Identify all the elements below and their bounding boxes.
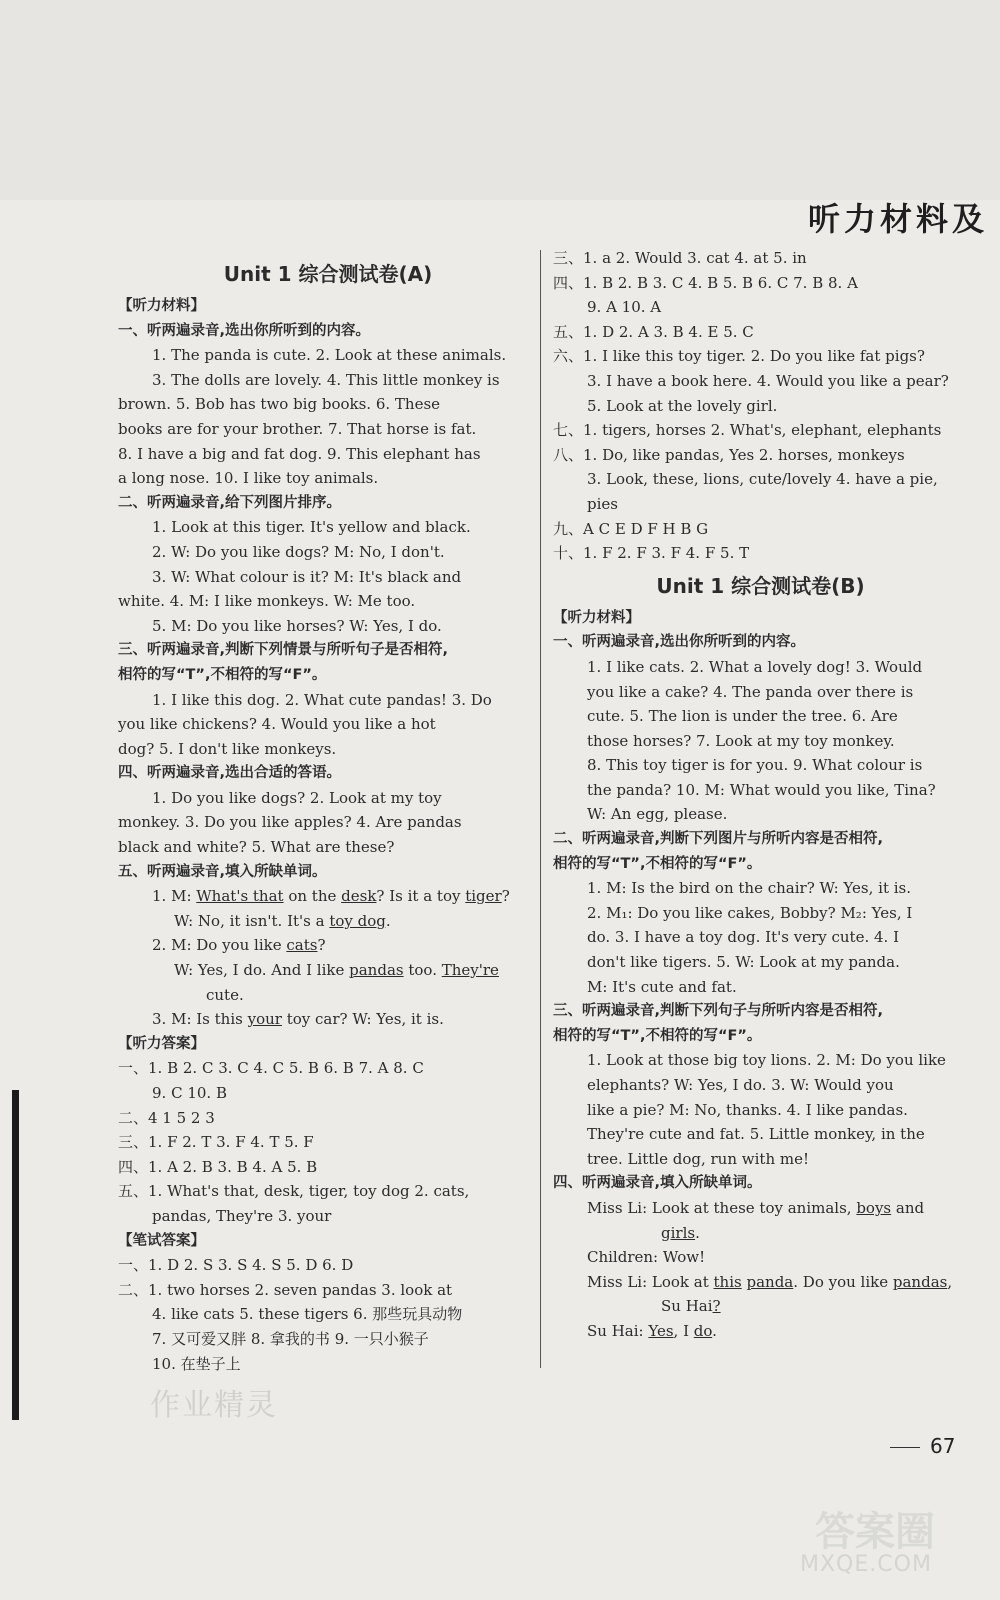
b-section-2-lines (553, 876, 968, 999)
dialogue-line (553, 1319, 968, 1344)
text-line: 8. This toy tiger is for you. 9. What colour is (587, 756, 923, 775)
answer-line: 六、1. I like this toy tiger. 2. Do you like fat pigs? (553, 347, 925, 366)
text-line: 1. M: Is the bird on the chair? W: Yes, it is. (587, 879, 912, 898)
section-4-heading: 四、听两遍录音,选出合适的答语。 (118, 765, 342, 782)
b-section-2-heading: 二、听两遍录音,判断下列图片与所听内容是否相符, (553, 831, 884, 848)
text: toy car? W: Yes, it is. (281, 1010, 444, 1029)
text-line: dog? 5. I don't like monkeys. (118, 739, 337, 758)
watermark-brand: 答案圈 (815, 1509, 935, 1555)
text: , (947, 1272, 953, 1291)
text-line: 1. Do you like dogs? 2. Look at my toy (152, 788, 442, 807)
text-line: books are for your brother. 7. That horse is fat. (118, 419, 477, 438)
text-line: 1. I like cats. 2. What a lovely dog! 3. Would (587, 657, 923, 676)
text-line: those horses? 7. Look at my toy monkey. (587, 731, 895, 750)
b-section-3-heading: 三、听两遍录音,判断下列句子与所听内容是否相符, (553, 1003, 884, 1020)
section-3-heading-cont: 相符的写“T”,不相符的写“F”。 (118, 666, 327, 683)
answer-line: 八、1. Do, like pandas, Yes 2. horses, monkeys (553, 445, 905, 464)
text-line: the panda? 10. M: What would you like, Tina? (587, 780, 936, 799)
text: W: Yes, I do. And I like (174, 961, 350, 980)
text: Miss Li: Look at these toy animals, (587, 1198, 857, 1217)
answer-line: 5. Look at the lovely girl. (587, 396, 778, 415)
text: Su Hai (661, 1297, 713, 1316)
text: ? Is it a toy (376, 887, 466, 906)
answer-line: 4. like cats 5. these tigers 6. 那些玩具动物 (152, 1305, 463, 1324)
unit-title-b: Unit 1 综合测试卷(B) (656, 573, 865, 598)
watermark-text: 作业精灵 (150, 1388, 278, 1423)
answer-line: 7. 又可爱又胖 8. 拿我的书 9. 一只小猴子 (152, 1329, 429, 1348)
text-line: 2. M₁: Do you like cakes, Bobby? M₂: Yes, I (587, 903, 913, 922)
text-line: 3. W: What colour is it? M: It's black and (152, 567, 462, 586)
filled-blank: Yes (648, 1321, 674, 1340)
dialogue-line (553, 1294, 968, 1319)
text-line: 8. I have a big and fat dog. 9. This elephant has (118, 444, 481, 463)
text: and (891, 1198, 925, 1217)
text: Su Hai: (587, 1321, 649, 1340)
dialogue-line (553, 1270, 968, 1295)
answer-line: 9. A 10. A (587, 298, 662, 317)
column-divider (540, 250, 541, 1368)
written-answers (118, 1253, 538, 1376)
answer-line: 四、1. B 2. B 3. C 4. B 5. B 6. C 7. B 8. A (553, 273, 858, 292)
text-line: 1. Look at this tiger. It's yellow and black. (152, 518, 471, 537)
text: W: No, it isn't. It's a (174, 911, 330, 930)
dialogue-line (553, 1221, 968, 1246)
filled-blank: panda (746, 1272, 794, 1291)
answer-line: 二、4 1 5 2 3 (118, 1108, 215, 1127)
section-1-heading: 一、听两遍录音,选出你所听到的内容。 (118, 322, 371, 339)
answer-line: 二、1. two horses 2. seven pandas 3. look at (118, 1280, 453, 1299)
filled-blank: tiger (465, 887, 502, 906)
unit-title-a: Unit 1 综合测试卷(A) (223, 262, 433, 286)
text: ? (501, 887, 510, 906)
b-section-4-lines (553, 1196, 968, 1344)
answer-line: 四、1. A 2. B 3. B 4. A 5. B (118, 1157, 318, 1176)
answer-line: 3. Look, these, lions, cute/lovely 4. have a pie, (587, 470, 938, 489)
dialogue-line (118, 1007, 538, 1032)
section-4-lines (118, 786, 538, 860)
page-number: 67 (930, 1434, 956, 1458)
text-line: M: It's cute and fat. (587, 977, 737, 996)
text-line: don't like tigers. 5. W: Look at my panda. (587, 953, 900, 972)
b-section-2-heading-cont: 相符的写“T”,不相符的写“F”。 (553, 855, 762, 872)
text-line: a long nose. 10. I like toy animals. (118, 469, 379, 488)
text-line: tree. Little dog, run with me! (587, 1149, 809, 1168)
section-2-heading: 二、听两遍录音,给下列图片排序。 (118, 494, 342, 511)
b-section-1-heading: 一、听两遍录音,选出你所听到的内容。 (553, 634, 806, 651)
text-line: you like a cake? 4. The panda over there is (587, 682, 914, 701)
filled-blank: What's that (196, 887, 284, 906)
text-line: 1. I like this dog. 2. What cute pandas! 3. Do (152, 690, 492, 709)
filled-blank: cats (286, 936, 318, 955)
text-line: W: An egg, please. (587, 805, 728, 824)
b-section-3-lines (553, 1048, 968, 1171)
listening-material-label: 【听力材料】 (118, 298, 205, 314)
section-3-lines (118, 688, 538, 762)
text-line: black and white? 5. What are these? (118, 838, 395, 857)
section-5-lines (118, 884, 538, 1032)
text-line: 1. Look at those big toy lions. 2. M: Do you like (587, 1051, 946, 1070)
dialogue-line (118, 933, 538, 958)
filled-blank: your (247, 1010, 282, 1029)
answer-line: 五、1. What's that, desk, tiger, toy dog 2. cats, (118, 1182, 470, 1201)
text: 1. M: (152, 887, 197, 906)
dialogue-line (118, 884, 538, 909)
text-line: do. 3. I have a toy dog. It's very cute. 4. I (587, 928, 899, 947)
listening-material-label: 【听力材料】 (553, 609, 640, 626)
text: on the (283, 887, 342, 906)
b-section-1-lines (553, 655, 968, 827)
filled-blank: desk (341, 887, 377, 906)
page-top-band (0, 0, 1000, 200)
answer-line: 三、1. a 2. Would 3. cat 4. at 5. in (553, 249, 807, 267)
answer-line: pandas, They're 3. your (152, 1206, 332, 1225)
written-answers-label: 【笔试答案】 (118, 1232, 205, 1249)
filled-blank: pandas (349, 961, 404, 980)
b-section-4-heading: 四、听两遍录音,填入所缺单词。 (553, 1175, 762, 1192)
filled-blank: pandas (892, 1272, 948, 1291)
dialogue-line: Children: Wow! (587, 1248, 706, 1267)
answer-line: 七、1. tigers, horses 2. What's, elephant, elephants (553, 421, 942, 440)
answer-line: 3. I have a book here. 4. Would you like a pear? (587, 371, 949, 390)
filled-blank: toy dog (329, 911, 386, 930)
answer-line: 九、A C E D F H B G (553, 519, 709, 538)
dialogue-line (118, 909, 538, 934)
text: too. (403, 961, 442, 980)
answer-line: 五、1. D 2. A 3. B 4. E 5. C (553, 322, 754, 341)
answer-line: 9. C 10. B (152, 1084, 227, 1102)
answer-line: pies (587, 494, 618, 513)
answer-line: 10. 在垫子上 (152, 1354, 241, 1373)
b-section-3-heading-cont: 相符的写“T”,不相符的写“F”。 (553, 1027, 762, 1044)
section-5-heading: 五、听两遍录音,填入所缺单词。 (118, 863, 327, 880)
text-line: cute. 5. The lion is under the tree. 6. Are (587, 707, 898, 726)
section-title: 听力材料及 (807, 200, 988, 238)
left-column (118, 254, 538, 1376)
section-3-heading: 三、听两遍录音,判断下列情景与所听句子是否相符, (118, 642, 449, 659)
text-line: 3. The dolls are lovely. 4. This little monkey is (152, 370, 500, 389)
filled-blank: do (693, 1321, 713, 1340)
right-column (553, 246, 968, 1344)
text: . Do you like (793, 1272, 893, 1291)
text-line: They're cute and fat. 5. Little monkey, in the (587, 1125, 925, 1144)
text: ? (317, 936, 326, 955)
listening-answers-label: 【听力答案】 (118, 1035, 205, 1052)
text-line: 5. M: Do you like horses? W: Yes, I do. (152, 616, 442, 635)
filled-blank: They're (441, 961, 499, 980)
text: 2. M: Do you like (152, 936, 287, 955)
text: . (712, 1321, 717, 1340)
text-line: white. 4. M: I like monkeys. W: Me too. (118, 592, 416, 611)
text-line: brown. 5. Bob has two big books. 6. These (118, 395, 441, 414)
section-2-lines (118, 515, 538, 638)
answer-line: 一、1. B 2. C 3. C 4. C 5. B 6. B 7. A 8. C (118, 1059, 424, 1078)
text-line: 2. W: Do you like dogs? M: No, I don't. (152, 542, 445, 561)
answer-line: 三、1. F 2. T 3. F 4. T 5. F (118, 1133, 314, 1152)
text: . (385, 911, 391, 930)
dialogue-line (118, 958, 538, 983)
text: , I (673, 1321, 694, 1340)
text-line: 1. The panda is cute. 2. Look at these animals. (152, 346, 507, 365)
watermark-url: MXQE.COM (800, 1552, 932, 1577)
answer-line: 一、1. D 2. S 3. S 4. S 5. D 6. D (118, 1256, 354, 1275)
listening-answers (118, 1056, 538, 1228)
dialogue-line (553, 1196, 968, 1221)
text: . (695, 1223, 700, 1242)
dialogue-line: cute. (206, 985, 244, 1004)
text-line: monkey. 3. Do you like apples? 4. Are pandas (118, 813, 462, 832)
text: 3. M: Is this (152, 1010, 248, 1029)
section-1-lines (118, 343, 538, 491)
binding-edge (12, 1090, 19, 1420)
filled-blank: boys (856, 1198, 892, 1217)
filled-blank: ? (712, 1297, 721, 1316)
filled-blank: this (713, 1272, 742, 1291)
text-line: like a pie? M: No, thanks. 4. I like pandas. (587, 1100, 908, 1119)
page-number-rule (890, 1447, 920, 1448)
text: Miss Li: Look at (587, 1272, 714, 1291)
text-line: you like chickens? 4. Would you like a hot (118, 715, 436, 734)
answer-line: 十、1. F 2. F 3. F 4. F 5. T (553, 544, 750, 563)
filled-blank: girls (661, 1223, 696, 1242)
text-line: elephants? W: Yes, I do. 3. W: Would you (587, 1076, 894, 1094)
